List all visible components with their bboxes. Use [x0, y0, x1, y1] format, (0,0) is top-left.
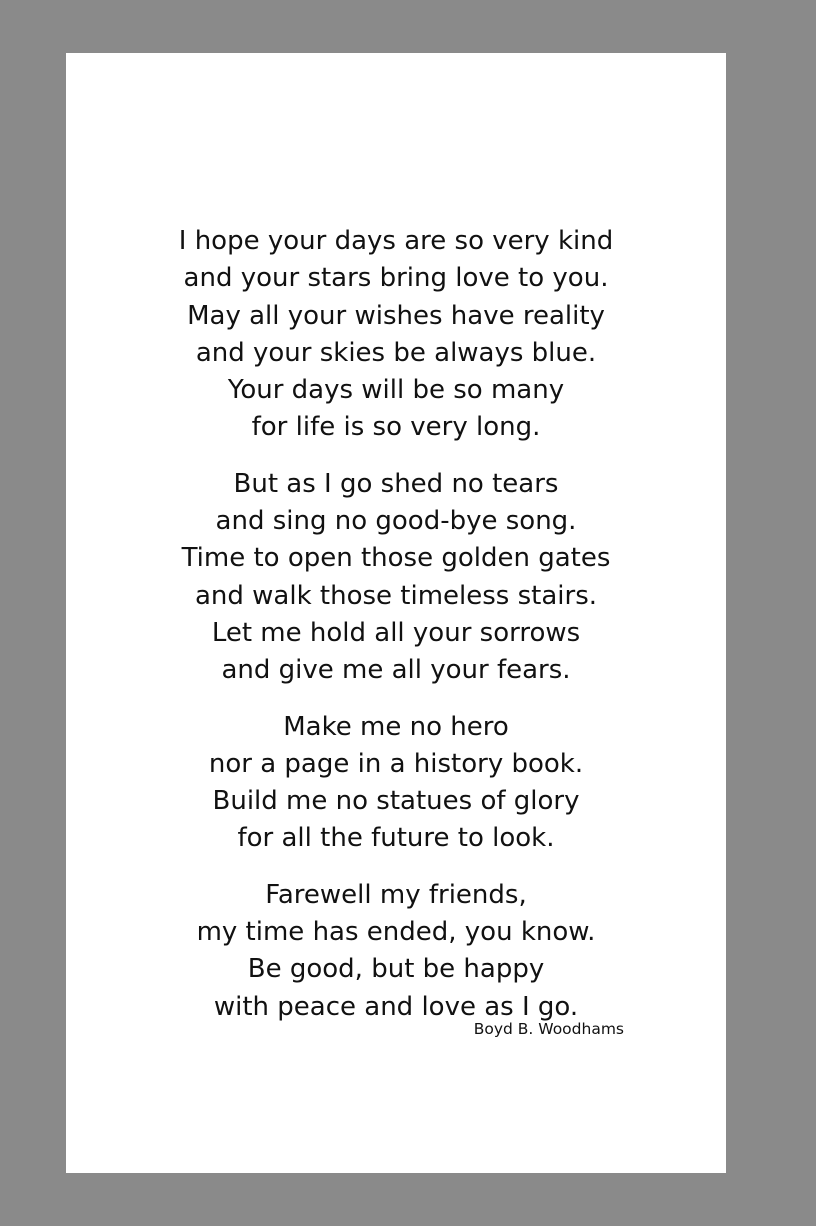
poem-line: Make me no hero: [283, 711, 509, 742]
author-signature: Boyd B. Woodhams: [473, 1020, 624, 1038]
poem-line: May all your wishes have reality: [187, 300, 605, 331]
stanza-2: [66, 466, 726, 690]
poem-line: Let me hold all your sorrows: [211, 617, 581, 648]
poem-line: But as I go shed no tears: [233, 468, 559, 499]
poem-line: for life is so very long.: [251, 412, 541, 443]
poem-page: [66, 53, 726, 1173]
poem-line: Your days will be so many: [227, 375, 565, 406]
poem-line: Build me no statues of glory: [212, 786, 580, 817]
stanza-3: [66, 709, 726, 858]
poem-line: and give me all your fears.: [221, 655, 571, 686]
poem-line: with peace and love as I go.: [213, 991, 579, 1022]
poem-line: nor a page in a history book.: [208, 748, 584, 779]
poem-line: and your skies be always blue.: [195, 337, 597, 368]
poem-line: and sing no good-bye song.: [215, 506, 577, 537]
poem-line: Be good, but be happy: [247, 954, 545, 985]
poem-line: Farewell my friends,: [265, 879, 527, 910]
stanza-1: [66, 223, 726, 447]
poem-line: for all the future to look.: [237, 823, 555, 854]
stanza-4: [66, 877, 726, 1026]
poem-line: my time has ended, you know.: [196, 917, 596, 948]
poem-line: and your stars bring love to you.: [183, 263, 609, 294]
poem-line: and walk those timeless stairs.: [194, 580, 598, 611]
poem-line: I hope your days are so very kind: [178, 226, 614, 256]
poem-body: [66, 223, 726, 1026]
poem-line: Time to open those golden gates: [181, 543, 611, 574]
